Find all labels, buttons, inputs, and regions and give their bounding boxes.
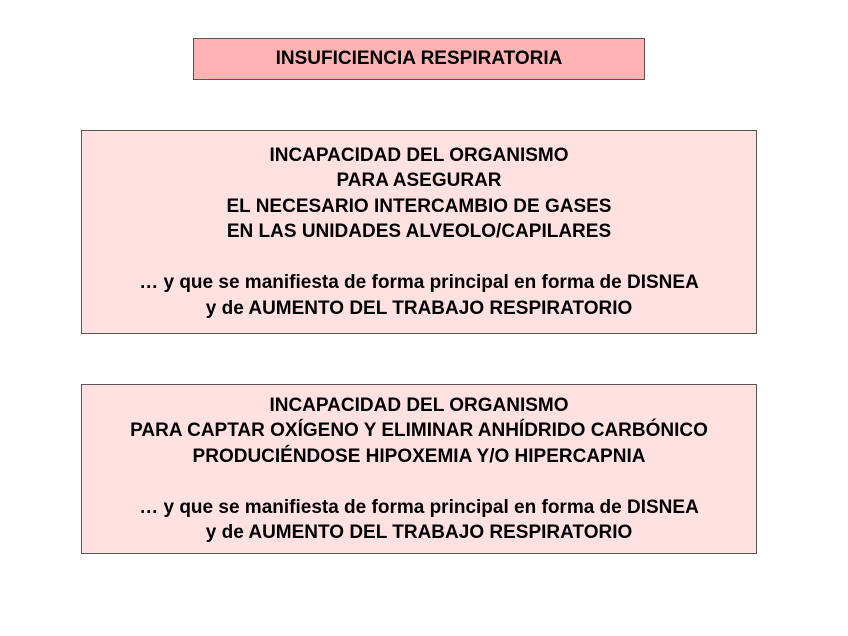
panel1-line-4: EN LAS UNIDADES ALVEOLO/CAPILARES bbox=[226, 221, 612, 243]
panel2-line-3: PRODUCIÉNDOSE HIPOXEMIA Y/O HIPERCAPNIA bbox=[192, 445, 646, 467]
panel1-line-2: PARA ASEGURAR bbox=[336, 170, 502, 192]
panel1-manifest-line-2: y de AUMENTO DEL TRABAJO RESPIRATORIO bbox=[205, 297, 633, 319]
definition-panel-1 bbox=[81, 130, 757, 334]
definition-panel-2 bbox=[81, 384, 757, 554]
panel1-line-1: INCAPACIDAD DEL ORGANISMO bbox=[269, 144, 569, 166]
panel2-line-1: INCAPACIDAD DEL ORGANISMO bbox=[269, 394, 569, 416]
panel2-manifest-line-2: y de AUMENTO DEL TRABAJO RESPIRATORIO bbox=[205, 522, 633, 543]
panel1-line-3: EL NECESARIO INTERCAMBIO DE GASES bbox=[226, 195, 612, 217]
panel2-manifest-line-1: … y que se manifiesta de forma principal en forma de DISNEA bbox=[139, 496, 699, 518]
panel2-line-2: PARA CAPTAR OXÍGENO Y ELIMINAR ANHÍDRIDO CARBÓNICO bbox=[130, 420, 708, 441]
slide-title: INSUFICIENCIA RESPIRATORIA bbox=[275, 48, 563, 69]
slide-title-box bbox=[193, 38, 645, 80]
panel1-manifest-line-1: … y que se manifiesta de forma principal en forma de DISNEA bbox=[139, 272, 699, 294]
